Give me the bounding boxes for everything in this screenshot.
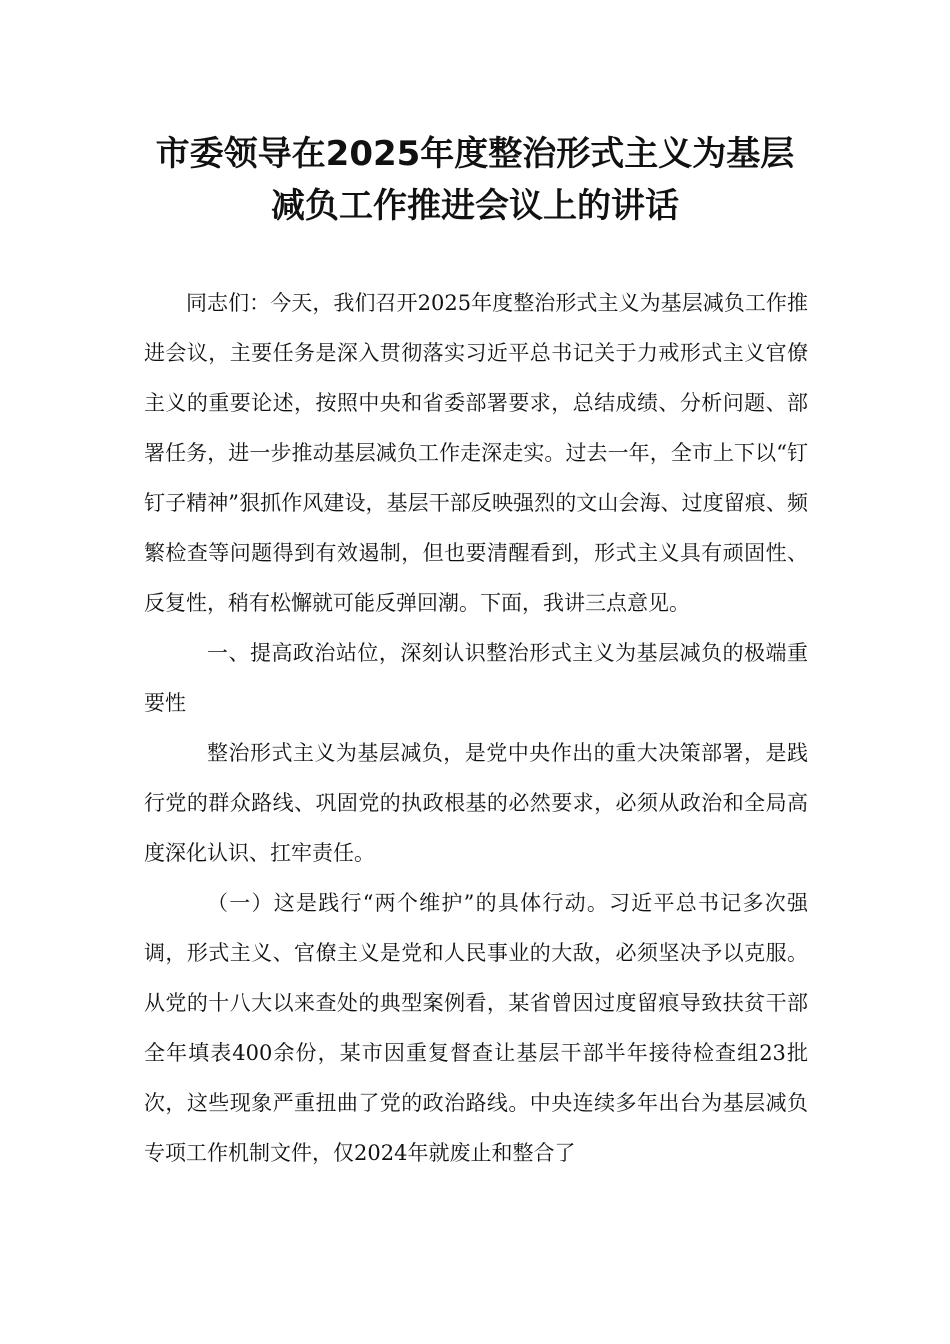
document-title [120,128,830,232]
section-intro-paragraph: 整治形式主义为基层减负，是党中央作出的重大决策部署，是践行党的群众路线、巩固党的执政根基的必然要求，必须从政治和全局高度深化认识、扛牢责任。 [144,741,808,865]
section-heading-1: 一、提高政治站位，深刻认识整治形式主义为基层减负的极端重要性 [144,641,808,715]
title-line-1: 市委领导在2025年度整治形式主义为基层 [155,134,795,174]
document-body [144,278,808,1178]
subsection-paragraph-1: （一）这是践行“两个维护”的具体行动。习近平总书记多次强调，形式主义、官僚主义是党和人民事业的大敌，必须坚决予以克服。从党的十八大以来查处的典型案例看，某省曾因过度留痕导致扶贫干部全年填表400余份，某市因重复督查让基层干部半年接待检查组23批次，这些现象严重扭曲了党的政治路线。中央连续多年出台为基层减负专项工作机制文件，仅2024年就废止和整合了 [144,891,808,1165]
title-line-2: 减负工作推进会议上的讲话 [271,186,679,226]
opening-paragraph: 同志们：今天，我们召开2025年度整治形式主义为基层减负工作推进会议，主要任务是深入贯彻落实习近平总书记关于力戒形式主义官僚主义的重要论述，按照中央和省委部署要求，总结成绩、分析问题、部署任务，进一步推动基层减负工作走深走实。过去一年，全市上下以“钉钉子精神”狠抓作风建设，基层干部反映强烈的文山会海、过度留痕、频繁检查等问题得到有效遏制，但也要清醒看到，形式主义具有顽固性、反复性，稍有松懈就可能反弹回潮。下面，我讲三点意见。 [144,291,808,615]
